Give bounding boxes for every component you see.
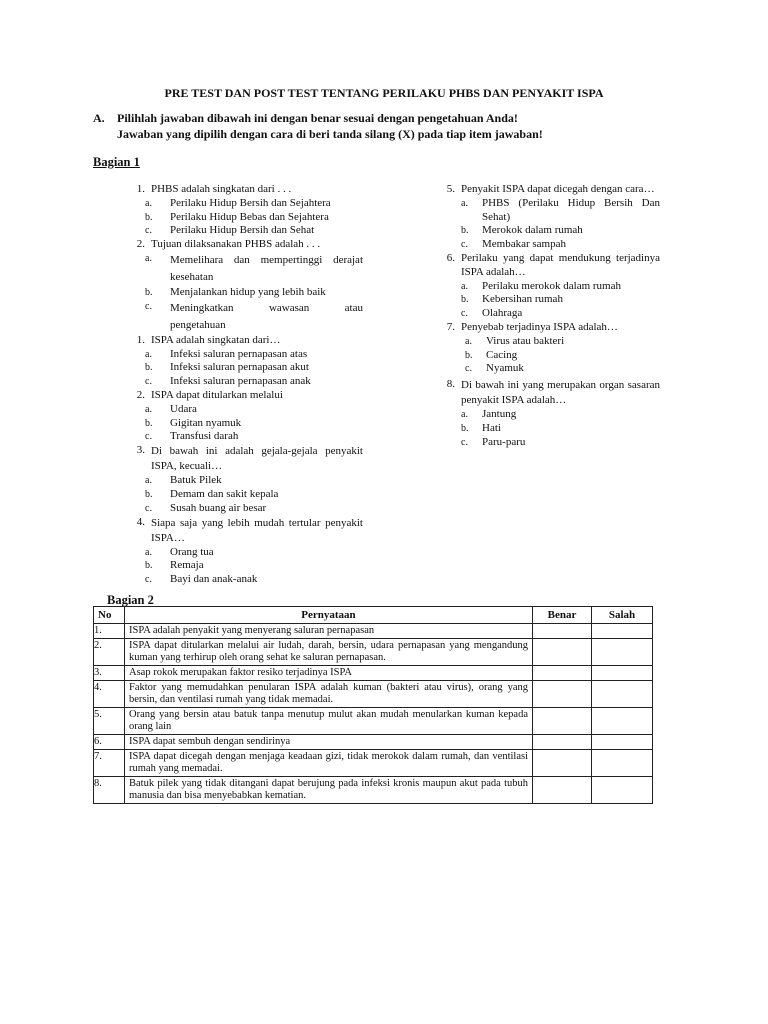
question-text: ISPA dapat ditularkan melalui <box>151 388 283 401</box>
question-number: 4. <box>136 515 145 528</box>
statement-text: Asap rokok merupakan faktor resiko terjadinya ISPA <box>125 666 533 681</box>
row-number: 1. <box>94 624 125 639</box>
question-text: Penyakit ISPA dapat dicegah dengan cara… <box>461 183 655 195</box>
answer-option[interactable]: Nyamuk <box>486 362 524 375</box>
option-letter: c. <box>461 308 468 320</box>
row-number: 6. <box>94 735 125 750</box>
answer-option[interactable]: PHBS (Perilaku Hidup Bersih Dan Sehat) <box>482 196 660 223</box>
answer-option[interactable]: Jantung <box>482 408 517 421</box>
option-letter: a. <box>465 335 472 347</box>
answer-cell-false[interactable] <box>592 735 653 750</box>
answer-cell-false[interactable] <box>592 681 653 708</box>
option-letter: b. <box>461 422 469 434</box>
answer-cell-true[interactable] <box>533 681 592 708</box>
instruction-line-2: Jawaban yang dipilih dengan cara di beri tanda silang (X) pada tiap item jawaban! <box>117 127 543 141</box>
question-item <box>430 321 660 376</box>
table-header-row <box>94 607 653 624</box>
question-item <box>120 238 363 334</box>
option-letter: b. <box>145 417 153 429</box>
answer-option[interactable]: Perilaku Hidup Bebas dan Sejahtera <box>170 210 329 223</box>
option-letter: b. <box>145 560 153 572</box>
instructions <box>93 110 543 142</box>
question-text: Di bawah ini yang merupakan organ sasaran penyakit ISPA adalah… <box>461 379 660 407</box>
answer-option[interactable]: Merokok dalam rumah <box>482 224 583 237</box>
answer-option[interactable]: Bayi dan anak-anak <box>170 573 258 586</box>
question-column-left <box>120 183 363 587</box>
answer-option[interactable]: Orang tua <box>170 545 214 558</box>
option-letter: a. <box>461 409 468 421</box>
question-number: 8. <box>446 378 455 391</box>
option-letter: c. <box>461 239 468 251</box>
statement-text: Faktor yang memudahkan penularan ISPA adalah kuman (bakteri atau virus), orang yang bersin, dan ventilasi rumah yang tidak memadai. <box>125 681 533 708</box>
row-number: 7. <box>94 750 125 777</box>
table-row <box>94 639 653 666</box>
answer-option[interactable]: Menjalankan hidup yang lebih baik <box>170 285 326 298</box>
answer-cell-false[interactable] <box>592 708 653 735</box>
table-row <box>94 624 653 639</box>
answer-cell-true[interactable] <box>533 777 592 804</box>
answer-option[interactable]: Meningkatkan wawasan atau pengetahuan <box>170 301 363 331</box>
question-number: 7. <box>446 320 455 333</box>
answer-cell-true[interactable] <box>533 750 592 777</box>
answer-option[interactable]: Membakar sampah <box>482 238 566 251</box>
option-letter: c. <box>465 363 472 375</box>
question-text: Siapa saja yang lebih mudah tertular penyakit ISPA… <box>151 516 363 544</box>
question-number: 3. <box>136 444 145 457</box>
statement-text: Batuk pilek yang tidak ditangani dapat berujung pada infeksi kronis maupun akut pada tubuh manusia dan bisa menyebabkan kematian. <box>125 777 533 804</box>
answer-cell-true[interactable] <box>533 708 592 735</box>
question-item <box>120 389 363 444</box>
question-number: 2. <box>136 388 145 401</box>
answer-option[interactable]: Kebersihan rumah <box>482 293 563 306</box>
option-letter: b. <box>145 286 153 298</box>
instruction-line-1: Pilihlah jawaban dibawah ini dengan benar sesuai dengan pengetahuan Anda! <box>117 111 518 125</box>
question-number: 5. <box>446 183 455 195</box>
answer-option[interactable]: Remaja <box>170 559 204 572</box>
answer-cell-false[interactable] <box>592 639 653 666</box>
option-letter: c. <box>145 502 152 514</box>
answer-option[interactable]: Demam dan sakit kepala <box>170 487 279 500</box>
answer-cell-false[interactable] <box>592 624 653 639</box>
answer-option[interactable]: Gigitan nyamuk <box>170 416 242 429</box>
statement-text: ISPA adalah penyakit yang menyerang saluran pernapasan <box>125 624 533 639</box>
option-letter: a. <box>145 403 152 415</box>
answer-cell-true[interactable] <box>533 735 592 750</box>
option-letter: a. <box>461 280 468 292</box>
table-row <box>94 666 653 681</box>
answer-option[interactable]: Susah buang air besar <box>170 501 267 514</box>
question-number: 1. <box>136 333 145 346</box>
option-letter: a. <box>145 475 152 487</box>
row-number: 5. <box>94 708 125 735</box>
option-letter: b. <box>145 488 153 500</box>
question-text: ISPA adalah singkatan dari… <box>151 333 281 346</box>
answer-cell-true[interactable] <box>533 639 592 666</box>
question-text: Tujuan dilaksanakan PHBS adalah . . . <box>151 238 321 251</box>
answer-option[interactable]: Memelihara dan mempertinggi derajat kesehatan <box>170 253 363 283</box>
row-number: 8. <box>94 777 125 804</box>
answer-option[interactable]: Cacing <box>486 348 518 361</box>
answer-cell-true[interactable] <box>533 666 592 681</box>
option-letter: b. <box>145 211 153 223</box>
question-item <box>120 183 363 238</box>
statement-text: ISPA dapat dicegah dengan menjaga keadaan gizi, tidak merokok dalam rumah, dan ventilasi rumah yang memadai. <box>125 750 533 777</box>
column-header-statement: Pernyataan <box>125 607 533 624</box>
option-letter: b. <box>465 349 473 361</box>
answer-option[interactable]: Infeksi saluran pernapasan akut <box>170 361 309 374</box>
row-number: 4. <box>94 681 125 708</box>
question-text: Perilaku yang dapat mendukung terjadinya ISPA adalah… <box>461 251 660 278</box>
answer-option[interactable]: Infeksi saluran pernapasan anak <box>170 375 311 388</box>
column-header-false: Salah <box>592 607 653 624</box>
row-number: 3. <box>94 666 125 681</box>
question-item <box>120 444 363 515</box>
option-letter: c. <box>145 376 152 388</box>
column-header-no: No <box>94 607 125 624</box>
question-item <box>120 516 363 587</box>
answer-option[interactable]: Olahraga <box>482 307 523 320</box>
answer-cell-true[interactable] <box>533 624 592 639</box>
question-number: 6. <box>446 251 455 264</box>
option-letter: b. <box>461 225 469 237</box>
question-item <box>120 334 363 389</box>
table-row <box>94 735 653 750</box>
question-item <box>430 252 660 321</box>
instruction-label: A. <box>93 111 105 125</box>
question-number: 1. <box>136 183 145 195</box>
column-header-true: Benar <box>533 607 592 624</box>
answer-option[interactable]: Transfusi darah <box>170 430 239 443</box>
option-letter: c. <box>145 225 152 237</box>
answer-option[interactable]: Perilaku Hidup Bersih dan Sehat <box>170 224 315 237</box>
option-letter: c. <box>145 431 152 443</box>
row-number: 2. <box>94 639 125 666</box>
option-letter: a. <box>145 197 152 209</box>
answer-option[interactable]: Perilaku Hidup Bersih dan Sejahtera <box>170 196 331 209</box>
statement-text: Orang yang bersin atau batuk tanpa menutup mulut akan mudah menularkan kuman kepada orang lain <box>125 708 533 735</box>
question-number: 2. <box>136 238 145 251</box>
option-letter: c. <box>145 574 152 586</box>
answer-cell-false[interactable] <box>592 666 653 681</box>
question-item <box>430 378 660 449</box>
option-letter: a. <box>461 197 468 209</box>
answer-option[interactable]: Udara <box>170 402 197 415</box>
option-letter: c. <box>145 300 152 312</box>
question-text: Penyebab terjadinya ISPA adalah… <box>461 320 618 333</box>
option-letter: a. <box>145 546 152 558</box>
question-text: Di bawah ini adalah gejala-gejala penyakit ISPA, kecuali… <box>151 445 363 473</box>
question-text: PHBS adalah singkatan dari . . . <box>151 183 292 195</box>
table-row <box>94 750 653 777</box>
option-letter: a. <box>145 252 152 264</box>
option-letter: c. <box>461 436 468 448</box>
question-item <box>430 183 660 252</box>
option-letter: a. <box>145 348 152 360</box>
section-heading-bagian-1: Bagian 1 <box>93 155 140 169</box>
section-heading-bagian-2: Bagian 2 <box>107 593 154 607</box>
table-row <box>94 681 653 708</box>
option-letter: b. <box>145 362 153 374</box>
answer-cell-false[interactable] <box>592 750 653 777</box>
answer-option[interactable]: Perilaku merokok dalam rumah <box>482 279 621 292</box>
answer-option[interactable]: Virus atau bakteri <box>486 334 565 347</box>
question-column-right <box>430 183 660 450</box>
page-title: PRE TEST DAN POST TEST TENTANG PERILAKU PHBS DAN PENYAKIT ISPA <box>164 86 604 100</box>
answer-cell-false[interactable] <box>592 777 653 804</box>
answer-option[interactable]: Paru-paru <box>482 435 526 448</box>
answer-option[interactable]: Hati <box>482 421 501 434</box>
table-row <box>94 777 653 804</box>
statement-text: ISPA dapat ditularkan melalui air ludah, darah, bersin, udara pernapasan yang mengandung kuman yang terhirup oleh orang sehat ke saluran pernapasan. <box>125 639 533 666</box>
statement-text: ISPA dapat sembuh dengan sendirinya <box>125 735 533 750</box>
option-letter: b. <box>461 294 469 306</box>
answer-option[interactable]: Batuk Pilek <box>170 474 222 487</box>
table-row <box>94 708 653 735</box>
answer-option[interactable]: Infeksi saluran pernapasan atas <box>170 347 308 360</box>
statement-table <box>93 606 653 804</box>
